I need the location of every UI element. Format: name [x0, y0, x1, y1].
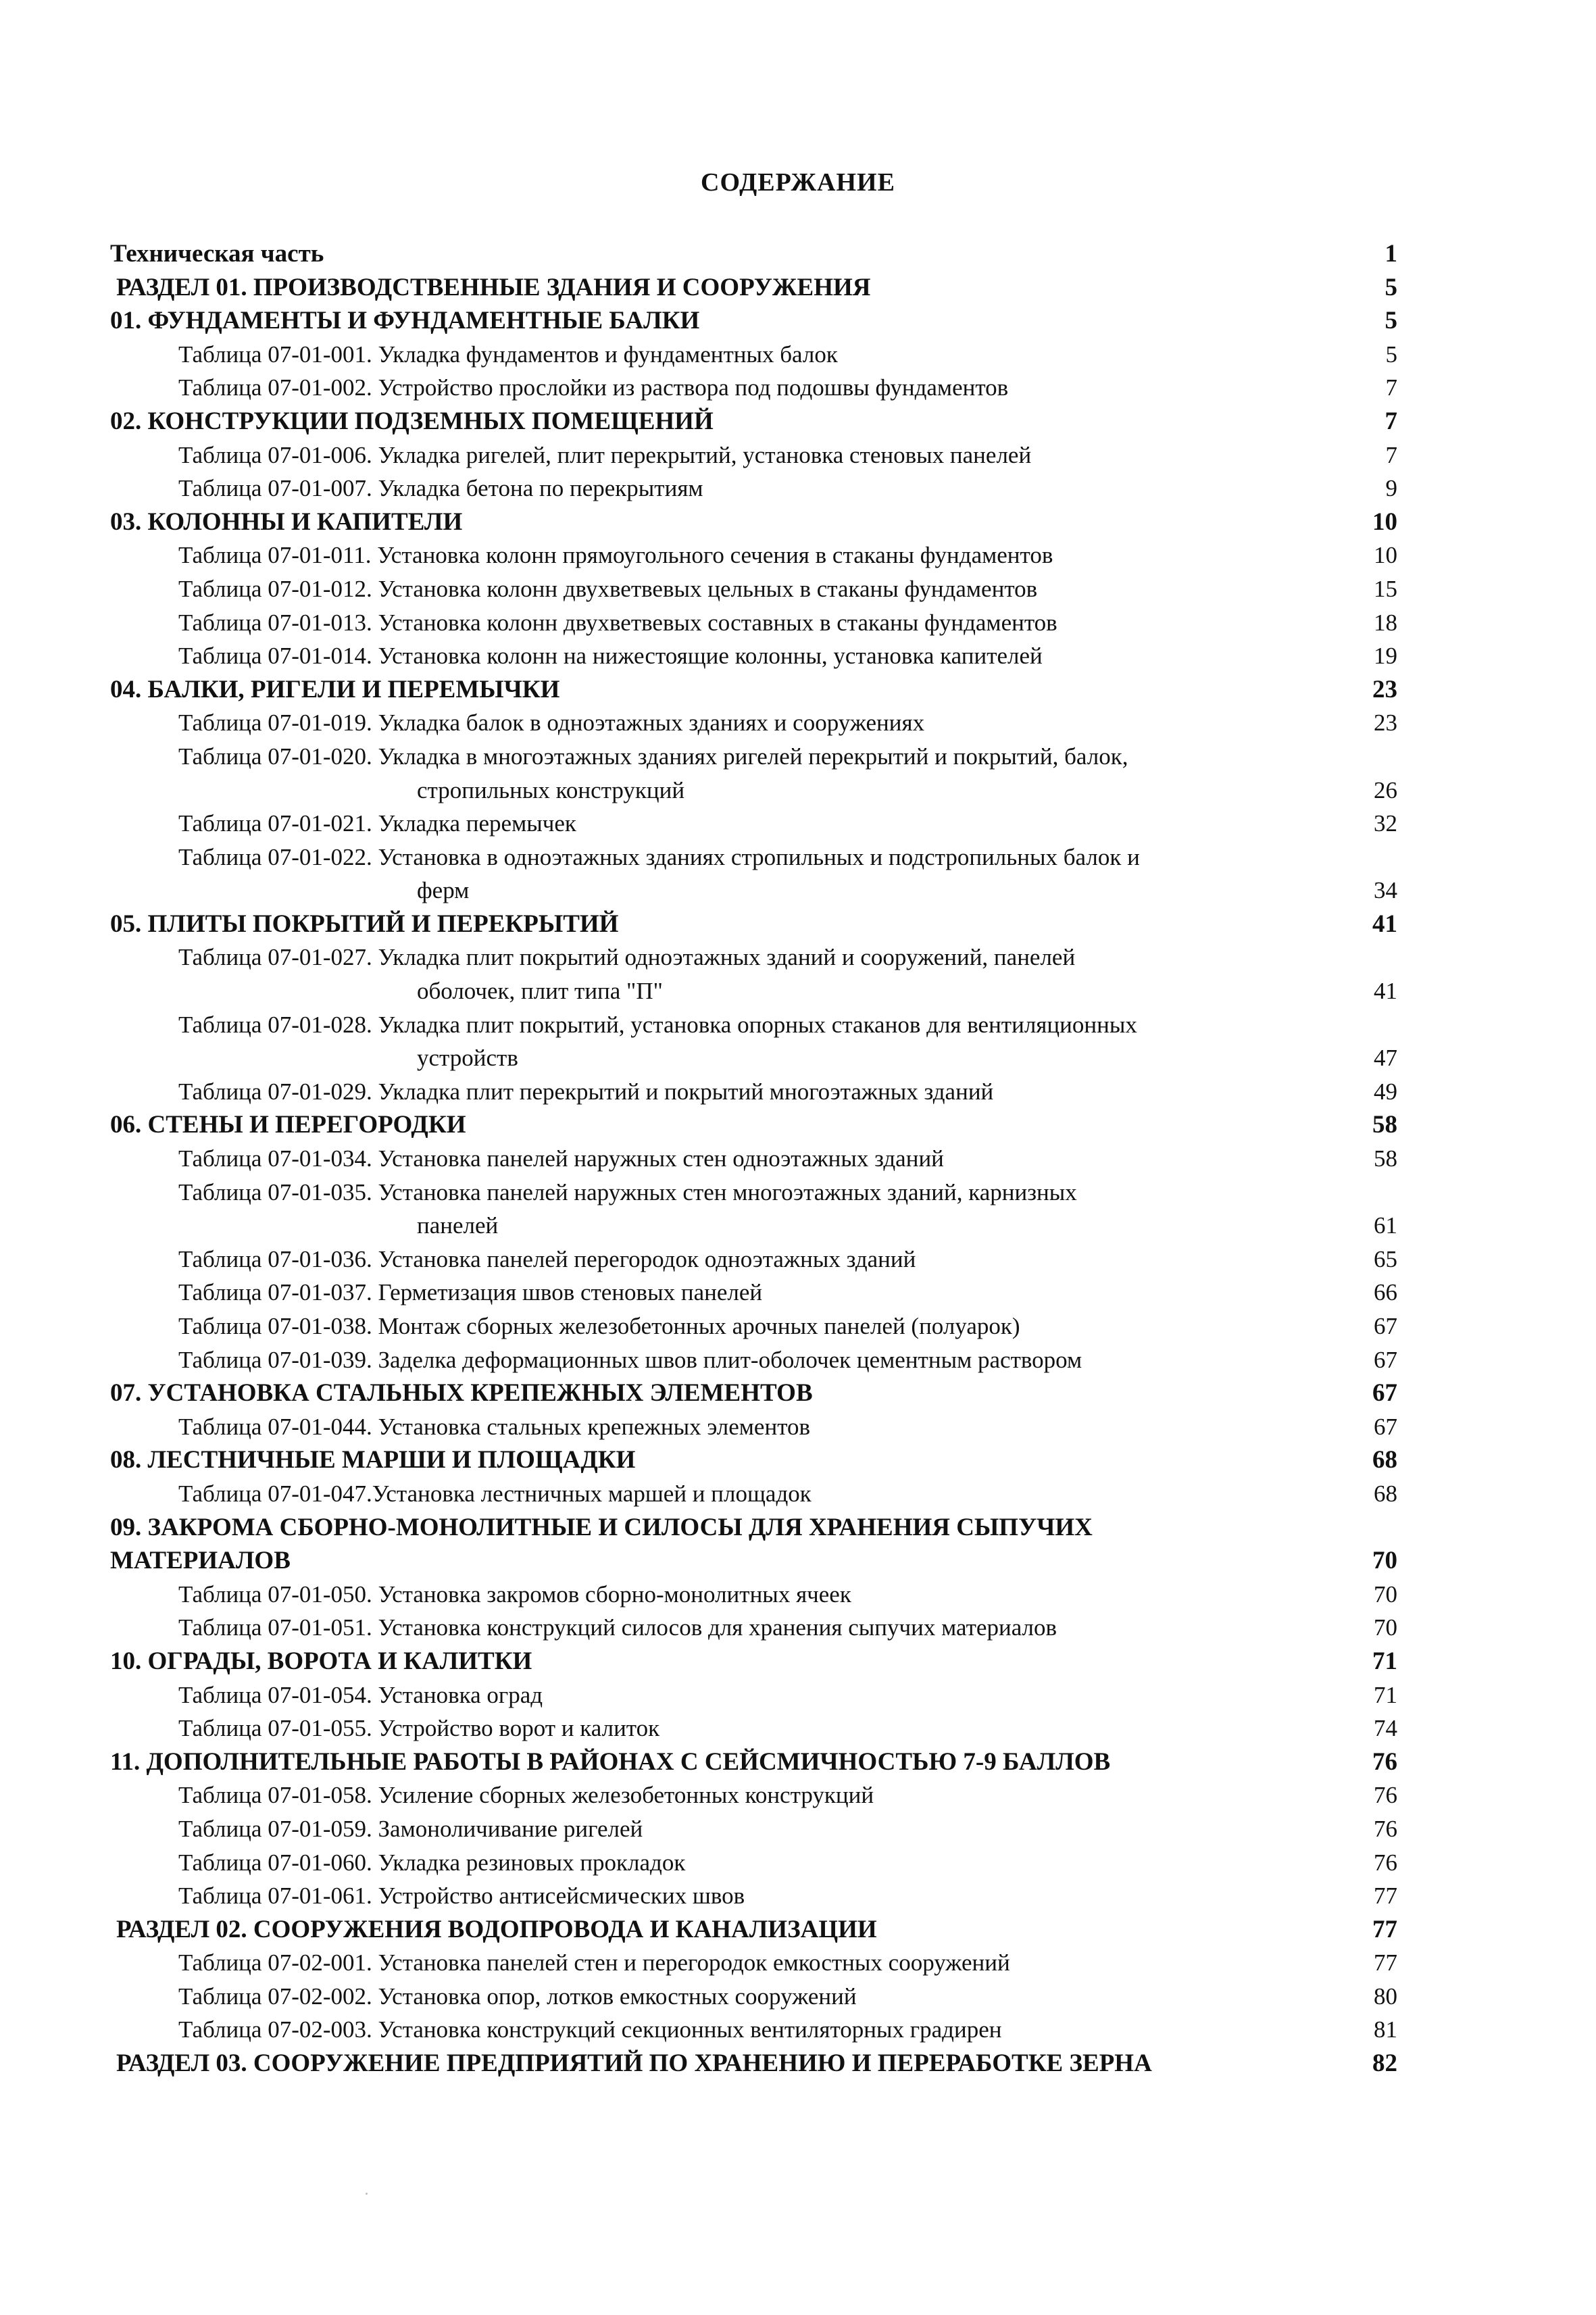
toc-page-number: 23 [1374, 710, 1397, 737]
toc-entry-text: Таблица 07-01-014. Установка колонн на нижестоящие колонны, установка капителей [178, 643, 1043, 670]
toc-entry [0, 438, 1596, 472]
toc-heading [0, 237, 1596, 270]
toc-entry-text: Таблица 07-01-059. Замоноличивание ригелей [178, 1815, 643, 1842]
toc-entry [0, 1343, 1596, 1376]
toc-page-number: 65 [1374, 1245, 1397, 1272]
toc-page-number: 5 [1385, 273, 1397, 301]
toc-heading [0, 505, 1596, 539]
page-title: СОДЕРЖАНИЕ [701, 168, 895, 197]
toc-entry [0, 1275, 1596, 1309]
toc-page-number: 1 [1385, 240, 1397, 268]
toc-entry-text: Таблица 07-02-001. Установка панелей стен и перегородок емкостных сооружений [178, 1949, 1010, 1976]
toc-page-number: 67 [1372, 1379, 1397, 1408]
toc-page-number: 68 [1374, 1480, 1397, 1507]
toc-entry-text: Таблица 07-01-037. Герметизация швов стеновых панелей [178, 1279, 763, 1306]
toc-entry [0, 639, 1596, 672]
toc-entry-text: Таблица 07-01-028. Укладка плит покрытий, установка опорных стаканов для вентиляционных [178, 1011, 1137, 1038]
toc-heading [0, 2046, 1596, 2080]
toc-entry [0, 705, 1596, 739]
toc-entry-text: Таблица 07-01-047.Установка лестничных маршей и площадок [178, 1480, 812, 1507]
toc-page-number: 19 [1374, 643, 1397, 670]
toc-entry [0, 572, 1596, 605]
toc-page-number: 81 [1374, 2016, 1397, 2043]
toc-page-number: 71 [1374, 1681, 1397, 1708]
toc-page-number: 34 [1374, 877, 1397, 904]
toc-page-number: 77 [1374, 1949, 1397, 1976]
toc-entry-text: стропильных конструкций [417, 776, 685, 803]
toc-entry-text: МАТЕРИАЛОВ [110, 1547, 291, 1575]
toc-entry [0, 1778, 1596, 1812]
toc-entry-text: ферм [417, 877, 470, 904]
toc-page-number: 67 [1374, 1413, 1397, 1440]
toc-heading [0, 1912, 1596, 1946]
toc-entry-text: Таблица 07-01-054. Установка оград [178, 1681, 543, 1708]
toc-page-number: 70 [1372, 1547, 1397, 1575]
toc-entry-text: Таблица 07-01-007. Укладка бетона по перекрытиям [178, 475, 703, 502]
toc-entry [0, 1141, 1596, 1175]
toc-entry-text: Таблица 07-01-022. Установка в одноэтажных зданиях стропильных и подстропильных балок и [178, 843, 1140, 870]
toc-entry-text: Таблица 07-01-061. Устройство антисейсмических швов [178, 1883, 745, 1910]
toc-entry [0, 1711, 1596, 1745]
toc-entry-text: 10. ОГРАДЫ, ВОРОТА И КАЛИТКИ [110, 1647, 532, 1675]
toc-page-number: 67 [1374, 1313, 1397, 1339]
toc-page-number: 68 [1372, 1446, 1397, 1474]
toc-page-number: 5 [1385, 341, 1397, 368]
toc-entry [0, 1007, 1596, 1041]
toc-page-number: 61 [1374, 1212, 1397, 1239]
toc-entry-text: оболочек, плит типа "П" [417, 978, 663, 1005]
toc-page-number: 7 [1385, 407, 1397, 435]
toc-entry-text: панелей [417, 1212, 499, 1239]
toc-heading [0, 1644, 1596, 1678]
toc-entry-text: Таблица 07-01-060. Укладка резиновых прокладок [178, 1849, 686, 1876]
toc-entry [0, 1410, 1596, 1443]
toc-page-number: 7 [1385, 374, 1397, 401]
toc-page-number: 76 [1374, 1782, 1397, 1809]
toc-entry-continuation [0, 1208, 1596, 1242]
toc-entry-text: 06. СТЕНЫ И ПЕРЕГОРОДКИ [110, 1111, 466, 1139]
toc-entry-text: РАЗДЕЛ 02. СООРУЖЕНИЯ ВОДОПРОВОДА И КАНАЛИЗАЦИИ [116, 1915, 877, 1943]
toc-entry [0, 940, 1596, 974]
toc-entry [0, 1845, 1596, 1879]
toc-page-number: 76 [1374, 1849, 1397, 1876]
toc-entry [0, 605, 1596, 639]
toc-page-number: 80 [1374, 1983, 1397, 2010]
toc-entry-text: Таблица 07-01-002. Устройство прослойки из раствора под подошвы фундаментов [178, 374, 1009, 401]
toc-heading [0, 1443, 1596, 1476]
toc-entry-text: 07. УСТАНОВКА СТАЛЬНЫХ КРЕПЕЖНЫХ ЭЛЕМЕНТОВ [110, 1379, 813, 1408]
toc-page-number: 47 [1374, 1045, 1397, 1072]
toc-heading [0, 404, 1596, 438]
toc-entry-text: Таблица 07-01-019. Укладка балок в одноэтажных зданиях и сооружениях [178, 710, 925, 737]
toc-page-number: 67 [1374, 1346, 1397, 1373]
toc-entry [0, 1979, 1596, 2013]
toc-entry-text: РАЗДЕЛ 01. ПРОИЗВОДСТВЕННЫЕ ЗДАНИЯ И СООРУЖЕНИЯ [116, 273, 871, 301]
toc-entry-text: 09. ЗАКРОМА СБОРНО-МОНОЛИТНЫЕ И СИЛОСЫ ДЛЯ ХРАНЕНИЯ СЫПУЧИХ [110, 1513, 1093, 1541]
toc-entry-text: 03. КОЛОННЫ И КАПИТЕЛИ [110, 507, 463, 536]
toc-page-number: 49 [1374, 1078, 1397, 1105]
toc-page-number: 23 [1372, 675, 1397, 703]
toc-entry-text: Таблица 07-01-011. Установка колонн прямоугольного сечения в стаканы фундаментов [178, 542, 1053, 569]
toc-heading [0, 303, 1596, 337]
toc-entry-text: Таблица 07-01-038. Монтаж сборных железобетонных арочных панелей (полуарок) [178, 1313, 1020, 1339]
toc-entry-continuation [0, 974, 1596, 1007]
toc-entry-text: Таблица 07-01-027. Укладка плит покрытий одноэтажных зданий и сооружений, панелей [178, 944, 1076, 971]
toc-entry-text: 01. ФУНДАМЕНТЫ И ФУНДАМЕНТНЫЕ БАЛКИ [110, 307, 700, 335]
toc-entry [0, 1577, 1596, 1611]
toc-entry [0, 1812, 1596, 1845]
toc-page-number: 9 [1385, 475, 1397, 502]
toc-heading [0, 1376, 1596, 1410]
toc-entry-text: 05. ПЛИТЫ ПОКРЫТИЙ И ПЕРЕКРЫТИЙ [110, 910, 619, 938]
toc-heading [0, 907, 1596, 941]
toc-entry-text: Таблица 07-01-020. Укладка в многоэтажных зданиях ригелей перекрытий и покрытий, балок, [178, 743, 1128, 770]
toc-entry-text: Таблица 07-01-029. Укладка плит перекрытий и покрытий многоэтажных зданий [178, 1078, 994, 1105]
toc-page-number: 5 [1385, 307, 1397, 335]
toc-page-number: 58 [1374, 1145, 1397, 1172]
toc-entry [0, 739, 1596, 773]
toc-entry-text: Таблица 07-01-044. Установка стальных крепежных элементов [178, 1413, 811, 1440]
toc-entry [0, 1878, 1596, 1912]
toc-entry [0, 2012, 1596, 2046]
toc-page-number: 70 [1374, 1580, 1397, 1608]
toc-entry [0, 1074, 1596, 1108]
toc-entry-text: 02. КОНСТРУКЦИИ ПОДЗЕМНЫХ ПОМЕЩЕНИЙ [110, 407, 714, 435]
toc-heading [0, 1543, 1596, 1577]
toc-entry-continuation [0, 873, 1596, 907]
toc-entry-text: 08. ЛЕСТНИЧНЫЕ МАРШИ И ПЛОЩАДКИ [110, 1446, 636, 1474]
toc-page-number: 66 [1374, 1279, 1397, 1306]
toc-entry [0, 1610, 1596, 1644]
toc-page-number: 41 [1372, 910, 1397, 938]
toc-page-number: 58 [1372, 1111, 1397, 1139]
toc-entry [0, 471, 1596, 505]
toc-page-number: 10 [1374, 542, 1397, 569]
toc-entry-text: Таблица 07-01-034. Установка панелей наружных стен одноэтажных зданий [178, 1145, 944, 1172]
toc-entry [0, 806, 1596, 840]
toc-heading [0, 270, 1596, 304]
toc-entry-text: Таблица 07-01-036. Установка панелей перегородок одноэтажных зданий [178, 1245, 916, 1272]
toc-page-number: 71 [1372, 1647, 1397, 1675]
toc-entry-text: Таблица 07-02-003. Установка конструкций секционных вентиляторных градирен [178, 2016, 1002, 2043]
toc-entry-text: Таблица 07-01-055. Устройство ворот и калиток [178, 1715, 660, 1742]
toc-entry-text: Таблица 07-02-002. Установка опор, лотков емкостных сооружений [178, 1983, 857, 2010]
toc-page-number: 26 [1374, 776, 1397, 803]
toc-entry-text: Таблица 07-01-035. Установка панелей наружных стен многоэтажных зданий, карнизных [178, 1178, 1077, 1205]
toc-page-number: 10 [1372, 507, 1397, 536]
toc-entry-text: Таблица 07-01-006. Укладка ригелей, плит перекрытий, установка стеновых панелей [178, 441, 1032, 468]
toc-entry-text: устройств [417, 1045, 518, 1072]
toc-page-number: 32 [1374, 810, 1397, 837]
toc-page-number: 18 [1374, 609, 1397, 636]
toc-entry-text: Таблица 07-01-021. Укладка перемычек [178, 810, 576, 837]
toc-entry [0, 1476, 1596, 1510]
toc-entry [0, 538, 1596, 572]
toc-page-number: 77 [1374, 1883, 1397, 1910]
toc-page-number: 74 [1374, 1715, 1397, 1742]
toc-entry-text: Таблица 07-01-012. Установка колонн двухветвевых цельных в стаканы фундаментов [178, 575, 1038, 602]
toc-page-number: 7 [1385, 441, 1397, 468]
toc-entry-continuation [0, 773, 1596, 807]
toc-entry-text: Техническая часть [110, 240, 324, 268]
toc-heading [0, 1510, 1596, 1544]
toc-list [0, 237, 1596, 2080]
toc-heading [0, 1107, 1596, 1141]
toc-entry-text: Таблица 07-01-058. Усиление сборных железобетонных конструкций [178, 1782, 874, 1809]
toc-page-number: 15 [1374, 575, 1397, 602]
toc-page-number: 70 [1374, 1614, 1397, 1641]
toc-entry [0, 1678, 1596, 1712]
toc-heading [0, 1745, 1596, 1778]
toc-entry [0, 370, 1596, 404]
toc-page-number: 76 [1372, 1747, 1397, 1776]
toc-entry [0, 1309, 1596, 1343]
toc-heading [0, 672, 1596, 706]
toc-entry [0, 840, 1596, 874]
toc-entry-text: Таблица 07-01-013. Установка колонн двухветвевых составных в стаканы фундаментов [178, 609, 1057, 636]
toc-entry-text: РАЗДЕЛ 03. СООРУЖЕНИЕ ПРЕДПРИЯТИЙ ПО ХРАНЕНИЮ И ПЕРЕРАБОТКЕ ЗЕРНА [116, 2049, 1152, 2078]
toc-entry-text: Таблица 07-01-039. Заделка деформационных швов плит-оболочек цементным раствором [178, 1346, 1082, 1373]
toc-entry [0, 337, 1596, 371]
toc-page-number: 41 [1374, 978, 1397, 1005]
toc-entry-text: 04. БАЛКИ, РИГЕЛИ И ПЕРЕМЫЧКИ [110, 675, 560, 703]
scan-speck [366, 2193, 368, 2195]
toc-entry-text: Таблица 07-01-051. Установка конструкций силосов для хранения сыпучих материалов [178, 1614, 1057, 1641]
toc-entry-text: 11. ДОПОЛНИТЕЛЬНЫЕ РАБОТЫ В РАЙОНАХ С СЕЙСМИЧНОСТЬЮ 7-9 БАЛЛОВ [110, 1747, 1111, 1776]
toc-entry [0, 1175, 1596, 1209]
toc-page-number: 77 [1372, 1915, 1397, 1943]
toc-entry-text: Таблица 07-01-001. Укладка фундаментов и фундаментных балок [178, 341, 838, 368]
toc-entry-text: Таблица 07-01-050. Установка закромов сборно-монолитных ячеек [178, 1580, 851, 1608]
toc-entry [0, 1945, 1596, 1979]
toc-entry-continuation [0, 1041, 1596, 1074]
toc-entry [0, 1242, 1596, 1276]
toc-page-number: 76 [1374, 1815, 1397, 1842]
toc-page-number: 82 [1372, 2049, 1397, 2078]
